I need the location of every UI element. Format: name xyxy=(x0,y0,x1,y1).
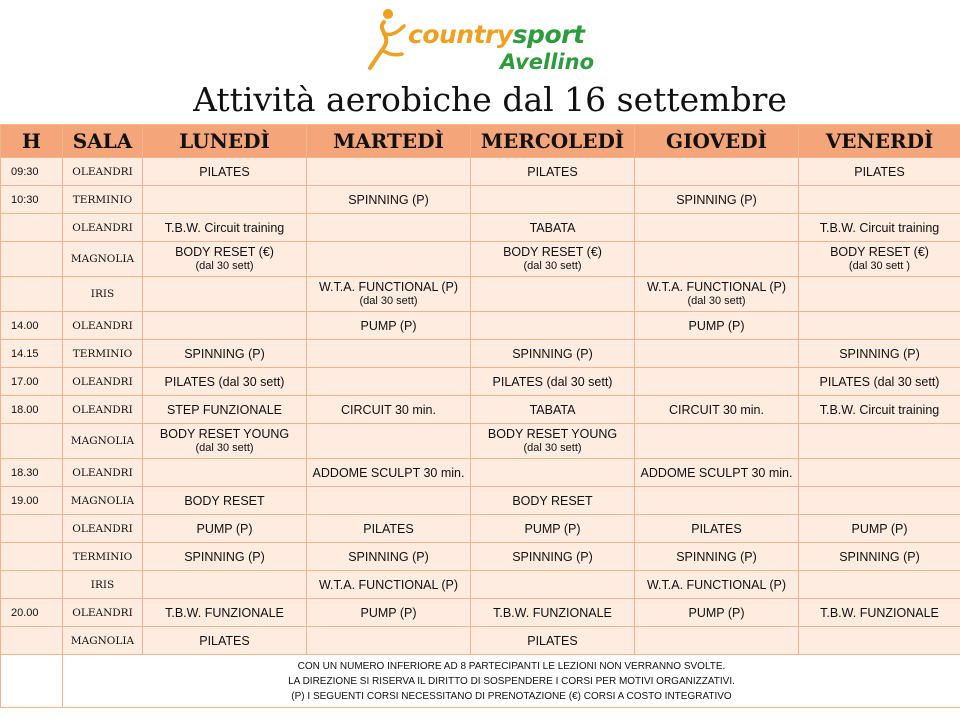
schedule-row xyxy=(1,396,960,424)
class-cell xyxy=(143,242,307,277)
class-name: PUMP (P) xyxy=(360,605,417,620)
class-name: SPINNING (P) xyxy=(348,192,429,207)
column-header: LUNEDÌ xyxy=(143,125,307,158)
class-cell xyxy=(799,424,960,459)
class-cell xyxy=(307,186,471,214)
room-cell: OLEANDRI xyxy=(63,214,143,242)
class-cell xyxy=(307,515,471,543)
class-note: (dal 30 sett) xyxy=(523,442,582,454)
class-name: ADDOME SCULPT 30 min. xyxy=(312,465,465,480)
class-name: CIRCUIT 30 min. xyxy=(341,402,436,417)
class-cell xyxy=(307,424,471,459)
time-cell xyxy=(1,242,63,277)
note-line: (P) I SEGUENTI CORSI NECESSITANO DI PRENOTAZIONE (€) CORSI A COSTO INTEGRATIVO xyxy=(291,690,732,702)
class-name: PILATES (dal 30 sett) xyxy=(164,374,285,389)
column-header: MARTEDÌ xyxy=(307,125,471,158)
class-name: T.B.W. Circuit training xyxy=(819,220,940,235)
countrysport-logo xyxy=(368,6,598,78)
time-cell xyxy=(1,627,63,655)
class-cell xyxy=(635,571,799,599)
time-cell: 19.00 xyxy=(1,487,63,515)
schedule-row xyxy=(1,277,960,312)
class-cell xyxy=(143,515,307,543)
class-cell xyxy=(143,214,307,242)
class-name: W.T.A. FUNCTIONAL (P) xyxy=(646,577,787,592)
class-name: BODY RESET YOUNG xyxy=(487,427,618,441)
class-name: BODY RESET YOUNG xyxy=(159,427,290,441)
class-cell xyxy=(143,599,307,627)
class-cell xyxy=(799,242,960,277)
notes-spacer xyxy=(1,655,63,708)
column-header: VENERDÌ xyxy=(799,125,960,158)
room-cell: TERMINIO xyxy=(63,340,143,368)
note-line: LA DIREZIONE SI RISERVA IL DIRITTO DI SOSPENDERE I CORSI PER MOTIVI ORGANIZZATIVI. xyxy=(288,675,735,687)
class-cell xyxy=(635,515,799,543)
class-name: SPINNING (P) xyxy=(184,346,265,361)
class-cell xyxy=(799,277,960,312)
class-name: T.B.W. Circuit training xyxy=(164,220,285,235)
room-cell: IRIS xyxy=(63,571,143,599)
class-name: T.B.W. FUNZIONALE xyxy=(493,605,612,620)
room-cell: OLEANDRI xyxy=(63,368,143,396)
class-name: SPINNING (P) xyxy=(676,549,757,564)
class-name: SPINNING (P) xyxy=(839,549,920,564)
class-cell xyxy=(799,571,960,599)
class-cell xyxy=(799,158,960,186)
class-cell xyxy=(635,214,799,242)
class-cell xyxy=(471,312,635,340)
class-cell xyxy=(307,627,471,655)
room-cell: MAGNOLIA xyxy=(63,487,143,515)
room-cell: OLEANDRI xyxy=(63,515,143,543)
class-cell xyxy=(799,396,960,424)
class-cell xyxy=(471,515,635,543)
class-name: PILATES xyxy=(854,164,905,179)
class-cell xyxy=(799,543,960,571)
class-name: SPINNING (P) xyxy=(839,346,920,361)
schedule-body xyxy=(1,158,960,655)
time-cell xyxy=(1,214,63,242)
class-cell xyxy=(143,340,307,368)
logo-city: Avellino xyxy=(500,50,595,74)
class-name: PILATES (dal 30 sett) xyxy=(492,374,613,389)
class-cell xyxy=(471,158,635,186)
class-name: SPINNING (P) xyxy=(348,549,429,564)
room-cell: IRIS xyxy=(63,277,143,312)
class-name: PILATES (dal 30 sett) xyxy=(819,374,940,389)
class-name: PILATES xyxy=(199,633,250,648)
class-cell xyxy=(635,186,799,214)
class-cell xyxy=(307,368,471,396)
class-cell xyxy=(635,459,799,487)
room-cell: MAGNOLIA xyxy=(63,424,143,459)
class-cell xyxy=(143,158,307,186)
room-cell: TERMINIO xyxy=(63,186,143,214)
class-name: BODY RESET xyxy=(184,493,265,508)
class-name: STEP FUNZIONALE xyxy=(166,402,283,417)
class-cell xyxy=(635,543,799,571)
class-cell xyxy=(799,599,960,627)
class-cell xyxy=(635,242,799,277)
room-cell: MAGNOLIA xyxy=(63,627,143,655)
schedule-row xyxy=(1,340,960,368)
class-cell xyxy=(143,277,307,312)
class-name: PUMP (P) xyxy=(524,521,581,536)
class-cell xyxy=(307,312,471,340)
time-cell xyxy=(1,277,63,312)
class-cell xyxy=(471,487,635,515)
class-name: PILATES xyxy=(527,164,578,179)
class-cell xyxy=(799,312,960,340)
class-name: W.T.A. FUNCTIONAL (P) xyxy=(646,280,787,294)
class-cell xyxy=(635,424,799,459)
class-name: PUMP (P) xyxy=(688,318,745,333)
class-cell xyxy=(307,158,471,186)
schedule-table xyxy=(0,124,960,708)
note-line: CON UN NUMERO INFERIORE AD 8 PARTECIPANTI LE LEZIONI NON VERRANNO SVOLTE. xyxy=(297,660,726,672)
class-name: SPINNING (P) xyxy=(512,549,593,564)
room-cell: OLEANDRI xyxy=(63,599,143,627)
class-cell xyxy=(471,186,635,214)
class-cell xyxy=(307,543,471,571)
class-cell xyxy=(143,186,307,214)
class-cell xyxy=(471,543,635,571)
class-cell xyxy=(307,459,471,487)
notes-cell xyxy=(63,655,960,708)
class-name: BODY RESET xyxy=(512,493,593,508)
schedule-row xyxy=(1,459,960,487)
class-name: PUMP (P) xyxy=(688,605,745,620)
class-cell xyxy=(307,487,471,515)
class-cell xyxy=(635,396,799,424)
class-note: (dal 30 sett) xyxy=(195,260,254,272)
class-name: PILATES xyxy=(527,633,578,648)
class-cell xyxy=(143,396,307,424)
page-title: Attività aerobiche dal 16 settembre xyxy=(193,80,787,119)
schedule-row xyxy=(1,627,960,655)
schedule-row xyxy=(1,487,960,515)
class-cell xyxy=(471,627,635,655)
class-cell xyxy=(143,368,307,396)
time-cell: 14.00 xyxy=(1,312,63,340)
class-name: PUMP (P) xyxy=(851,521,908,536)
class-name: BODY RESET (€) xyxy=(503,245,602,259)
header-row xyxy=(1,125,960,158)
schedule-row xyxy=(1,214,960,242)
class-name: PUMP (P) xyxy=(360,318,417,333)
class-cell xyxy=(307,396,471,424)
class-cell xyxy=(471,340,635,368)
class-cell xyxy=(799,459,960,487)
time-cell: 09:30 xyxy=(1,158,63,186)
class-note: (dal 30 sett) xyxy=(195,442,254,454)
class-cell xyxy=(307,599,471,627)
class-cell xyxy=(799,368,960,396)
class-cell xyxy=(307,214,471,242)
column-header: GIOVEDÌ xyxy=(635,125,799,158)
class-cell xyxy=(799,340,960,368)
schedule-row xyxy=(1,368,960,396)
time-cell xyxy=(1,515,63,543)
schedule-row xyxy=(1,242,960,277)
class-cell xyxy=(799,487,960,515)
class-name: T.B.W. FUNZIONALE xyxy=(165,605,284,620)
room-cell: OLEANDRI xyxy=(63,158,143,186)
class-name: SPINNING (P) xyxy=(184,549,265,564)
column-header: MERCOLEDÌ xyxy=(471,125,635,158)
class-name: T.B.W. Circuit training xyxy=(819,402,940,417)
class-cell xyxy=(635,368,799,396)
class-note: (dal 30 sett) xyxy=(359,295,418,307)
class-cell xyxy=(307,571,471,599)
class-cell xyxy=(799,627,960,655)
class-cell xyxy=(635,599,799,627)
class-note: (dal 30 sett) xyxy=(523,260,582,272)
class-cell xyxy=(799,186,960,214)
class-cell xyxy=(471,368,635,396)
room-cell: TERMINIO xyxy=(63,543,143,571)
notes-row xyxy=(1,655,960,708)
class-cell xyxy=(471,214,635,242)
class-cell xyxy=(471,242,635,277)
class-cell xyxy=(799,214,960,242)
column-header: H xyxy=(1,125,63,158)
class-name: PILATES xyxy=(363,521,414,536)
schedule-row xyxy=(1,515,960,543)
class-cell xyxy=(307,242,471,277)
class-note: (dal 30 sett ) xyxy=(848,260,911,272)
class-cell xyxy=(471,599,635,627)
room-cell: MAGNOLIA xyxy=(63,242,143,277)
class-cell xyxy=(143,459,307,487)
class-cell xyxy=(635,312,799,340)
time-cell: 20.00 xyxy=(1,599,63,627)
class-cell xyxy=(799,515,960,543)
class-name: SPINNING (P) xyxy=(676,192,757,207)
class-cell xyxy=(143,571,307,599)
class-cell xyxy=(471,424,635,459)
runner-logo-icon xyxy=(368,6,412,72)
time-cell xyxy=(1,571,63,599)
class-cell xyxy=(635,627,799,655)
time-cell: 10:30 xyxy=(1,186,63,214)
class-name: PILATES xyxy=(199,164,250,179)
class-name: W.T.A. FUNCTIONAL (P) xyxy=(318,280,459,294)
class-note: (dal 30 sett) xyxy=(687,295,746,307)
time-cell: 18.30 xyxy=(1,459,63,487)
class-cell xyxy=(143,424,307,459)
class-cell xyxy=(635,158,799,186)
class-cell xyxy=(307,277,471,312)
class-name: CIRCUIT 30 min. xyxy=(669,402,764,417)
class-cell xyxy=(143,543,307,571)
time-cell: 18.00 xyxy=(1,396,63,424)
schedule-row xyxy=(1,312,960,340)
class-name: TABATA xyxy=(529,402,576,417)
class-cell xyxy=(471,396,635,424)
class-name: T.B.W. FUNZIONALE xyxy=(820,605,939,620)
logo-wordmark: countrysport xyxy=(408,20,585,49)
schedule-row xyxy=(1,543,960,571)
time-cell: 14.15 xyxy=(1,340,63,368)
schedule-row xyxy=(1,599,960,627)
class-cell xyxy=(635,487,799,515)
class-cell xyxy=(635,340,799,368)
class-name: ADDOME SCULPT 30 min. xyxy=(640,465,793,480)
class-name: BODY RESET (€) xyxy=(175,245,274,259)
time-cell: 17.00 xyxy=(1,368,63,396)
class-cell xyxy=(143,312,307,340)
schedule-row xyxy=(1,158,960,186)
room-cell: OLEANDRI xyxy=(63,312,143,340)
schedule-row xyxy=(1,186,960,214)
class-name: PILATES xyxy=(691,521,742,536)
class-cell xyxy=(471,571,635,599)
class-name: TABATA xyxy=(529,220,576,235)
class-name: BODY RESET (€) xyxy=(830,245,929,259)
class-cell xyxy=(143,487,307,515)
class-cell xyxy=(635,277,799,312)
time-cell xyxy=(1,543,63,571)
class-name: W.T.A. FUNCTIONAL (P) xyxy=(318,577,459,592)
class-cell xyxy=(307,340,471,368)
room-cell: OLEANDRI xyxy=(63,396,143,424)
schedule-row xyxy=(1,571,960,599)
column-header: SALA xyxy=(63,125,143,158)
class-cell xyxy=(471,277,635,312)
room-cell: OLEANDRI xyxy=(63,459,143,487)
class-cell xyxy=(143,627,307,655)
schedule-row xyxy=(1,424,960,459)
class-name: SPINNING (P) xyxy=(512,346,593,361)
class-name: PUMP (P) xyxy=(196,521,253,536)
time-cell xyxy=(1,424,63,459)
class-cell xyxy=(471,459,635,487)
